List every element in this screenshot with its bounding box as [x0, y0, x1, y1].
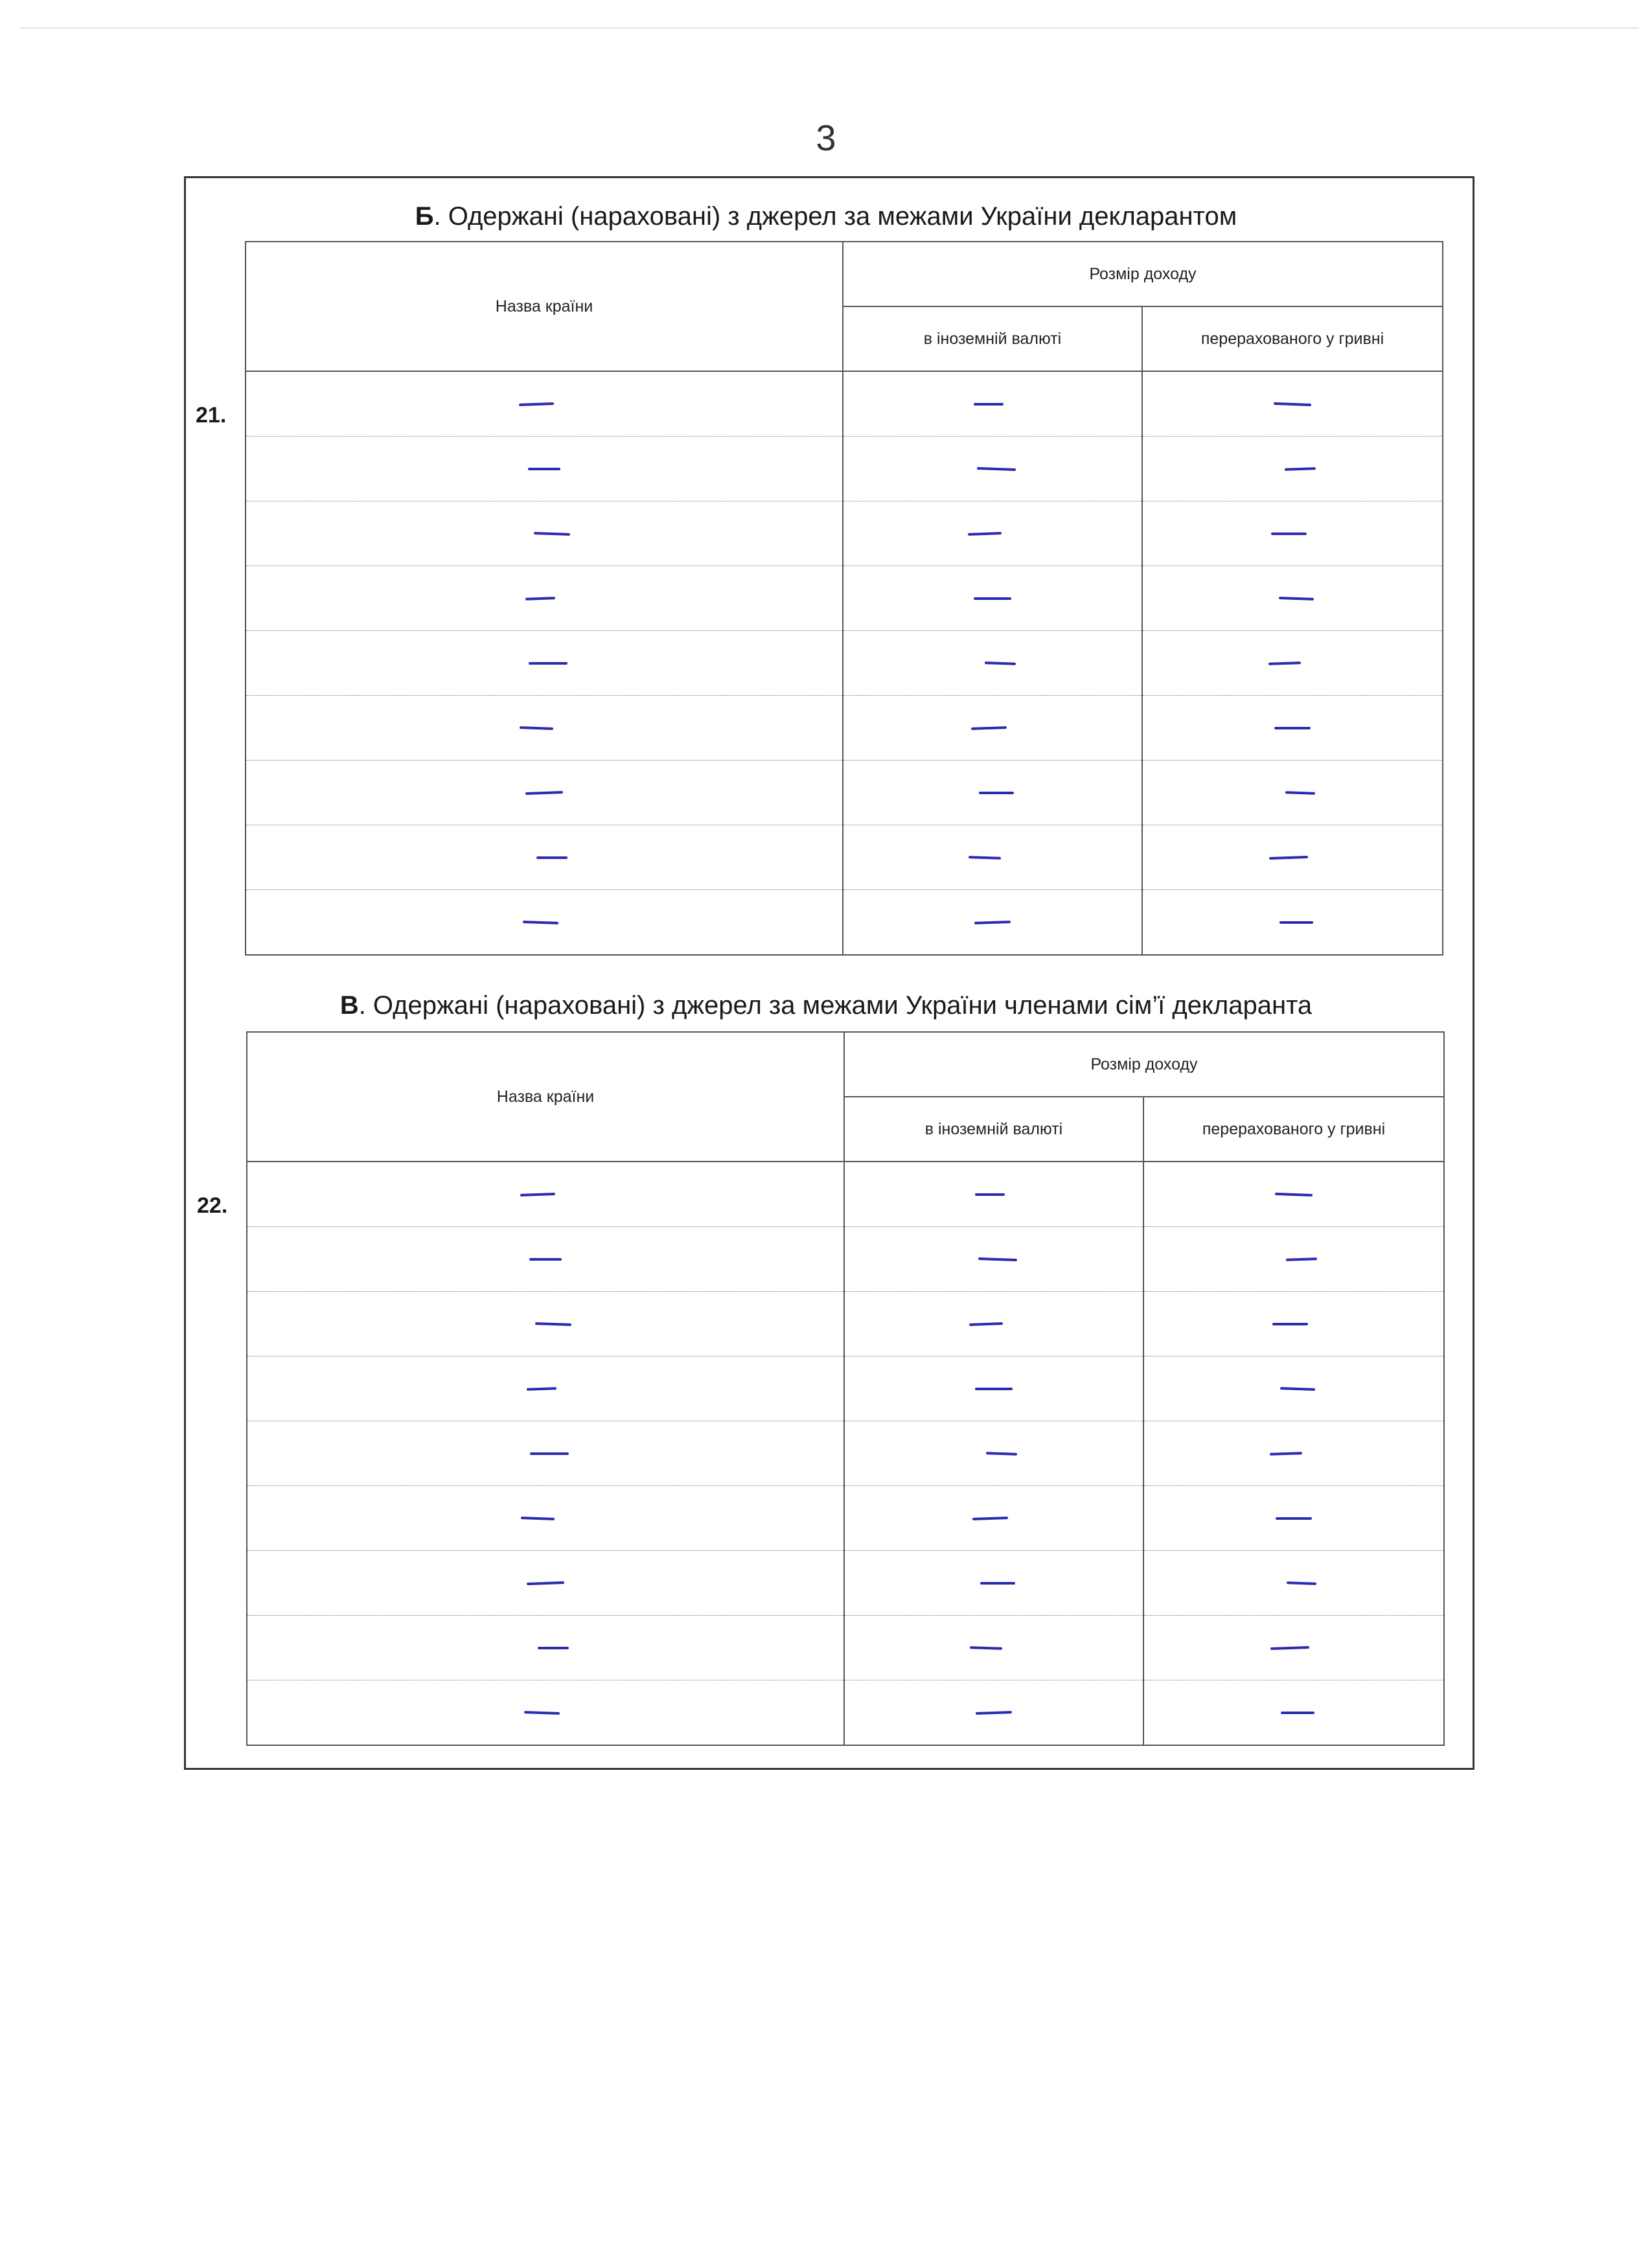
table-row: [247, 1227, 1444, 1292]
handwritten-dash: [534, 532, 570, 536]
table-row: [246, 566, 1443, 631]
handwritten-dash: [974, 403, 1004, 406]
handwritten-dash: [1279, 921, 1313, 924]
foreign-currency-cell: [844, 1227, 1143, 1292]
handwritten-dash: [972, 1517, 1007, 1520]
header-income: Розмір доходу: [844, 1032, 1444, 1097]
foreign-currency-cell: [843, 437, 1142, 501]
handwritten-dash: [535, 1322, 571, 1326]
country-cell: [246, 437, 843, 501]
foreign-currency-cell: [844, 1357, 1143, 1421]
country-cell: [247, 1616, 844, 1680]
income-table-family: [246, 1031, 1445, 1746]
handwritten-dash: [519, 402, 554, 406]
uah-cell: [1143, 1616, 1444, 1680]
uah-cell: [1142, 437, 1443, 501]
handwritten-dash: [969, 1322, 1003, 1326]
header-country: Назва країни: [247, 1032, 844, 1162]
page-number: 3: [816, 117, 836, 158]
handwritten-dash: [978, 1257, 1017, 1261]
table-row: [247, 1486, 1444, 1551]
table-row: [246, 437, 1443, 501]
table-row: [246, 371, 1443, 437]
handwritten-dash: [1270, 1646, 1309, 1650]
country-cell: [246, 761, 843, 825]
foreign-currency-cell: [844, 1292, 1143, 1357]
handwritten-dash: [523, 1711, 559, 1715]
country-cell: [247, 1680, 844, 1746]
handwritten-dash: [1271, 533, 1307, 535]
foreign-currency-cell: [843, 501, 1142, 566]
handwritten-dash: [520, 726, 553, 730]
uah-cell: [1143, 1421, 1444, 1486]
handwritten-dash: [528, 468, 560, 470]
table-row: [247, 1616, 1444, 1680]
foreign-currency-cell: [844, 1486, 1143, 1551]
table-row: [247, 1292, 1444, 1357]
foreign-currency-cell: [843, 371, 1142, 437]
table-row: [247, 1162, 1444, 1227]
section-v-title-text: . Одержані (нараховані) з джерел за межами України членами сім’ї декларанта: [358, 991, 1313, 1020]
income-table-declarant: [245, 241, 1443, 956]
foreign-currency-cell: [844, 1162, 1143, 1227]
uah-cell: [1143, 1551, 1444, 1616]
country-cell: [246, 501, 843, 566]
country-cell: [246, 566, 843, 631]
header-income: Розмір доходу: [843, 242, 1443, 306]
table-row: [246, 631, 1443, 696]
section-v-letter: В: [339, 991, 359, 1020]
header-foreign-currency: в іноземній валюті: [844, 1097, 1143, 1162]
row-label-21: 21.: [196, 403, 227, 428]
handwritten-dash: [986, 1452, 1017, 1456]
handwritten-dash: [1287, 1582, 1316, 1586]
handwritten-dash: [1285, 792, 1315, 796]
section-b-title: [0, 202, 1652, 231]
handwritten-dash: [529, 662, 568, 665]
section-b-letter: Б: [415, 202, 434, 231]
foreign-currency-cell: [843, 696, 1142, 761]
uah-cell: [1142, 631, 1443, 696]
header-uah: перерахованого у гривні: [1142, 306, 1443, 371]
handwritten-dash: [1269, 856, 1308, 860]
uah-cell: [1142, 501, 1443, 566]
foreign-currency-cell: [843, 825, 1142, 890]
uah-cell: [1142, 890, 1443, 956]
handwritten-dash: [1268, 662, 1301, 666]
handwritten-dash: [970, 726, 1006, 730]
country-cell: [246, 890, 843, 956]
foreign-currency-cell: [843, 631, 1142, 696]
handwritten-dash: [529, 1258, 562, 1261]
handwritten-dash: [520, 1193, 555, 1197]
table-row: [246, 825, 1443, 890]
header-country: Назва країни: [246, 242, 843, 371]
country-cell: [246, 631, 843, 696]
handwritten-dash: [975, 1388, 1013, 1390]
section-b-title-text: . Одержані (нараховані) з джерел за межами України декларантом: [433, 202, 1237, 231]
handwritten-dash: [527, 1581, 564, 1585]
uah-cell: [1143, 1486, 1444, 1551]
uah-cell: [1142, 566, 1443, 631]
foreign-currency-cell: [844, 1616, 1143, 1680]
header-foreign-currency: в іноземній валюті: [843, 306, 1142, 371]
foreign-currency-cell: [844, 1421, 1143, 1486]
section-v-title: [0, 991, 1652, 1020]
table-row: [246, 890, 1443, 956]
table-row: [246, 761, 1443, 825]
uah-cell: [1142, 825, 1443, 890]
table-row: [246, 501, 1443, 566]
handwritten-dash: [980, 1582, 1015, 1585]
header-uah: перерахованого у гривні: [1143, 1097, 1444, 1162]
foreign-currency-cell: [843, 761, 1142, 825]
uah-cell: [1143, 1227, 1444, 1292]
handwritten-dash: [974, 597, 1011, 600]
handwritten-dash: [977, 467, 1016, 471]
handwritten-dash: [974, 921, 1011, 924]
row-label-22: 22.: [197, 1193, 228, 1218]
country-cell: [246, 696, 843, 761]
handwritten-dash: [975, 1193, 1005, 1196]
handwritten-dash: [985, 662, 1016, 666]
handwritten-dash: [527, 1388, 556, 1392]
foreign-currency-cell: [844, 1551, 1143, 1616]
scan-edge: [19, 27, 1639, 29]
handwritten-dash: [536, 856, 568, 859]
foreign-currency-cell: [843, 566, 1142, 631]
handwritten-dash: [1280, 1387, 1315, 1391]
country-cell: [247, 1486, 844, 1551]
table-row: [247, 1357, 1444, 1421]
handwritten-dash: [969, 856, 1001, 860]
uah-cell: [1143, 1357, 1444, 1421]
handwritten-dash: [1286, 1258, 1317, 1262]
table-row: [247, 1680, 1444, 1746]
handwritten-dash: [1274, 402, 1311, 406]
country-cell: [246, 825, 843, 890]
uah-cell: [1142, 761, 1443, 825]
handwritten-dash: [525, 597, 555, 601]
uah-cell: [1142, 696, 1443, 761]
table-row: [247, 1421, 1444, 1486]
handwritten-dash: [530, 1452, 569, 1455]
handwritten-dash: [1270, 1452, 1302, 1456]
handwritten-dash: [1281, 1712, 1314, 1714]
country-cell: [247, 1551, 844, 1616]
handwritten-dash: [976, 1711, 1012, 1715]
handwritten-dash: [970, 1647, 1002, 1651]
handwritten-dash: [979, 792, 1014, 794]
table-row: [246, 696, 1443, 761]
handwritten-dash: [538, 1647, 569, 1649]
country-cell: [247, 1227, 844, 1292]
handwritten-dash: [1276, 1517, 1312, 1520]
country-cell: [247, 1292, 844, 1357]
handwritten-dash: [968, 532, 1002, 536]
handwritten-dash: [1279, 597, 1314, 601]
uah-cell: [1143, 1292, 1444, 1357]
table-row: [247, 1551, 1444, 1616]
handwritten-dash: [522, 921, 558, 924]
handwritten-dash: [525, 791, 563, 795]
handwritten-dash: [1275, 1193, 1313, 1197]
handwritten-dash: [1285, 468, 1316, 472]
country-cell: [247, 1421, 844, 1486]
country-cell: [247, 1162, 844, 1227]
foreign-currency-cell: [844, 1680, 1143, 1746]
handwritten-dash: [1272, 1323, 1308, 1325]
uah-cell: [1143, 1680, 1444, 1746]
uah-cell: [1143, 1162, 1444, 1227]
country-cell: [247, 1357, 844, 1421]
uah-cell: [1142, 371, 1443, 437]
foreign-currency-cell: [843, 890, 1142, 956]
handwritten-dash: [521, 1517, 555, 1520]
country-cell: [246, 371, 843, 437]
handwritten-dash: [1274, 727, 1311, 729]
